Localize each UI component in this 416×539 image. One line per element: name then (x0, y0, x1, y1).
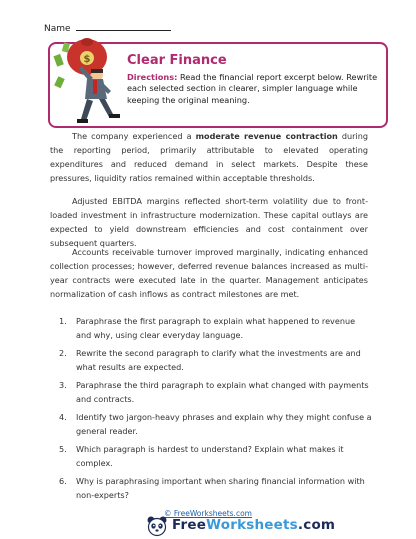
question-number: 3. (59, 380, 67, 390)
question-item (50, 314, 372, 342)
question-item (50, 474, 372, 502)
question-text: Which paragraph is hardest to understand? Explain what makes it complex. (76, 444, 344, 468)
question-text: Paraphrase the first paragraph to explain what happened to revenue and why, using clear everyday language. (76, 316, 356, 340)
brand-free: Free (172, 517, 207, 533)
question-text: Rewrite the second paragraph to clarify what the investments are and what results are expected. (76, 348, 361, 372)
question-number: 1. (59, 316, 67, 326)
directions-label: Directions: (127, 72, 178, 82)
p1-highlight: moderate revenue contraction (195, 131, 338, 141)
question-text: Identify two jargon-heavy phrases and explain why they might confuse a general reader. (76, 412, 372, 436)
directions (127, 72, 379, 106)
brand-worksheets: Worksheets (206, 517, 298, 533)
passage-paragraph-1 (50, 129, 368, 185)
p1-end: during the reporting period, primarily attributable to elevated operating expenditures and reduced demand in select markets. Despite these pressures, liquidity ratios remained within acceptable thresholds. (50, 131, 368, 183)
panda-icon (146, 515, 168, 537)
question-number: 6. (59, 476, 67, 486)
question-item (50, 378, 372, 406)
p3-text: Accounts receivable turnover improved marginally, indicating enhanced collection processes; however, deferred revenue balances increased as multi-year contracts were executed late in the quarter. Management anticipates normalization of cash inflows as contract milestones are met. (50, 247, 368, 299)
question-text: Paraphrase the third paragraph to explain what changed with payments and contracts. (76, 380, 369, 404)
question-text: Why is paraphrasing important when sharing financial information with non-experts? (76, 476, 365, 500)
p2-text: Adjusted EBITDA margins reflected short-term volatility due to front-loaded investment in infrastructure modernization. These capital outlays are expected to yield downstream efficiencies and cost containment over subsequent quarters. (50, 196, 368, 248)
question-number: 4. (59, 412, 67, 422)
footer-brand (172, 517, 335, 533)
question-item (50, 346, 372, 374)
money-bag-man-icon (53, 33, 125, 129)
question-list (50, 314, 372, 506)
question-number: 2. (59, 348, 67, 358)
question-item (50, 410, 372, 438)
brand-com: .com (297, 517, 336, 533)
footer-logo[interactable] (146, 517, 346, 537)
passage-paragraph-2 (50, 194, 368, 250)
p1-start: The company experienced a (72, 131, 196, 141)
footer-url[interactable]: © FreeWorksheets.com (164, 509, 252, 518)
name-label: Name (44, 24, 71, 34)
question-number: 5. (59, 444, 67, 454)
svg-text:$: $ (83, 54, 91, 65)
worksheet-title: Clear Finance (127, 53, 227, 68)
question-item (50, 442, 372, 470)
directions-text: Read the financial report excerpt below. Rewrite each selected section in clearer, simpler language while keeping the original meaning. (127, 72, 378, 105)
name-field[interactable] (76, 22, 171, 31)
passage-paragraph-3 (50, 245, 368, 301)
